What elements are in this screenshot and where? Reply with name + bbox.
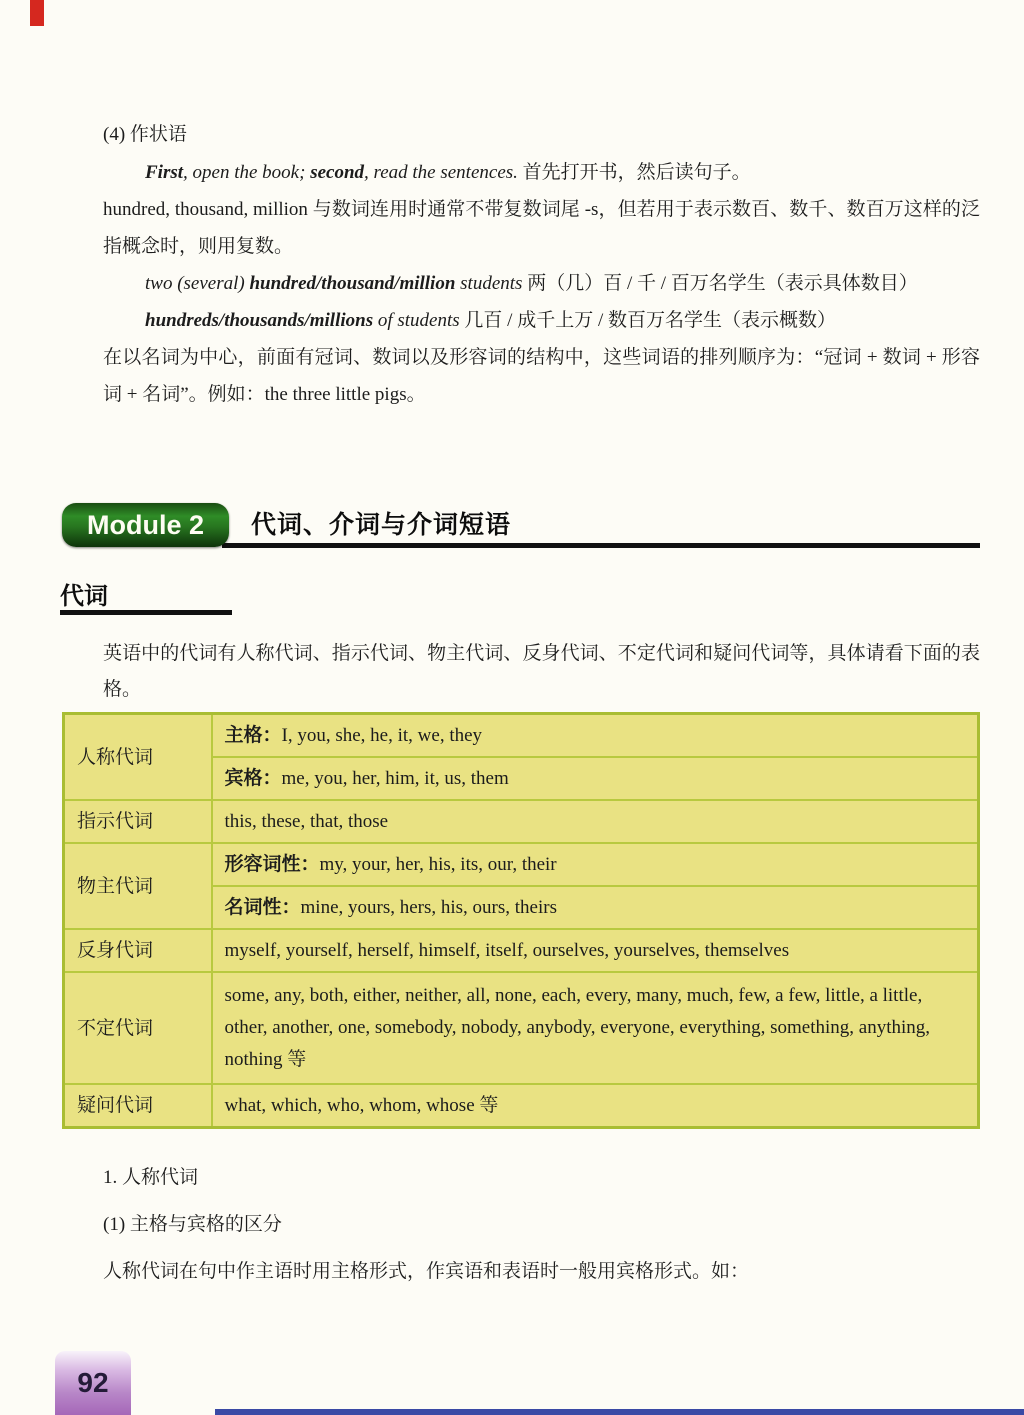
example-chinese-translation: 首先打开书，然后读句子。	[517, 162, 751, 183]
example-chinese-approx: 几百 / 成千上万 / 数百万名学生（表示概数）	[459, 310, 836, 331]
pronoun-values-cell: what, which, who, whom, whose 等	[212, 1084, 979, 1128]
pronoun-type-cell: 物主代词	[64, 843, 212, 929]
plural-rule-paragraph: hundred, thousand, million 与数词连用时通常不带复数词尾 -s，但若用于表示数百、数千、数百万这样的泛指概念时，则用复数。	[103, 199, 980, 257]
pronoun-table-row	[64, 714, 979, 758]
pronoun-table	[62, 712, 980, 1129]
pronoun-values-cell: 形容词性：my, your, her, his, its, our, their	[212, 843, 979, 886]
section-heading-pronoun: 代词	[60, 583, 108, 610]
module-header	[62, 503, 980, 553]
case-prefix-label: 宾格：	[224, 768, 282, 789]
pronoun-type-cell: 不定代词	[64, 972, 212, 1084]
pronoun-table-row	[64, 843, 979, 886]
pronoun-type-cell: 疑问代词	[64, 1084, 212, 1128]
pronoun-type-cell: 人称代词	[64, 714, 212, 801]
module-title: 代词、介词与介词短语	[251, 511, 512, 539]
case-prefix-label: 形容词性：	[224, 854, 320, 875]
example-italic-lead: two (several)	[145, 273, 250, 294]
example-bold-hundreds: hundred/thousand/million	[249, 273, 456, 294]
pronoun-values-cell: myself, yourself, herself, himself, itself, ourselves, yourselves, themselves	[212, 929, 979, 972]
pronoun-table-row	[64, 800, 979, 843]
example-bold-second: second	[310, 162, 365, 183]
pronoun-values-cell: 名词性：mine, yours, hers, his, ours, theirs	[212, 886, 979, 929]
example-first-second	[103, 154, 980, 191]
pronoun-table-row	[64, 929, 979, 972]
pronoun-table-row	[64, 972, 979, 1084]
pronoun-table-row	[64, 1084, 979, 1128]
module-badge: Module 2	[62, 503, 229, 547]
item4-heading: (4) 作状语	[103, 124, 187, 145]
example-italic-of-students: of students	[373, 310, 460, 331]
pronoun-values-cell: this, these, that, those	[212, 800, 979, 843]
word-order-paragraph: 在以名词为中心，前面有冠词、数词以及形容词的结构中，这些词语的排列顺序为：“冠词 + 数词 + 形容词 + 名词”。例如：the three little pigs。	[103, 347, 980, 405]
case-prefix-label: 主格：	[224, 725, 282, 746]
case-distinction-subheading: (1) 主格与宾格的区分	[103, 1214, 282, 1235]
example-chinese-specific: 两（几）百 / 千 / 百万名学生（表示具体数目）	[522, 273, 918, 294]
example-italic-mid2: , read the sentences.	[364, 162, 518, 183]
case-usage-paragraph: 人称代词在句中作主语时用主格形式，作宾语和表语时一般用宾格形式。如：	[103, 1261, 750, 1282]
personal-pronoun-heading: 1. 人称代词	[103, 1167, 199, 1188]
bottom-edge-strip	[215, 1409, 1024, 1415]
pronoun-type-cell: 反身代词	[64, 929, 212, 972]
example-specific-number	[103, 265, 980, 302]
example-bold-first: First	[145, 162, 184, 183]
grammar-top-section	[103, 116, 980, 413]
pronoun-type-cell: 指示代词	[64, 800, 212, 843]
personal-pronoun-section	[103, 1163, 980, 1287]
page-number-tab: 92	[55, 1351, 131, 1415]
pronoun-values-cell: 主格：I, you, she, he, it, we, they	[212, 714, 979, 758]
red-corner-mark	[30, 0, 44, 26]
example-italic-students: students	[455, 273, 523, 294]
pronoun-values-cell: some, any, both, either, neither, all, none, each, every, many, much, few, a few, little, a little, other, another, one, somebody, nobody, anybody, everyone, everything, something, anything, nothing 等	[212, 972, 979, 1084]
pronoun-section	[62, 636, 980, 1287]
example-bold-hundreds-of: hundreds/thousands/millions	[145, 310, 374, 331]
pronoun-values-cell: 宾格：me, you, her, him, it, us, them	[212, 757, 979, 800]
example-italic-mid1: , open the book;	[183, 162, 311, 183]
module-underline	[222, 543, 980, 548]
pronoun-intro-paragraph: 英语中的代词有人称代词、指示代词、物主代词、反身代词、不定代词和疑问代词等，具体请看下面的表格。	[103, 643, 980, 700]
section-heading-underline	[60, 610, 232, 615]
case-prefix-label: 名词性：	[224, 897, 301, 918]
example-approx-number	[103, 302, 980, 339]
